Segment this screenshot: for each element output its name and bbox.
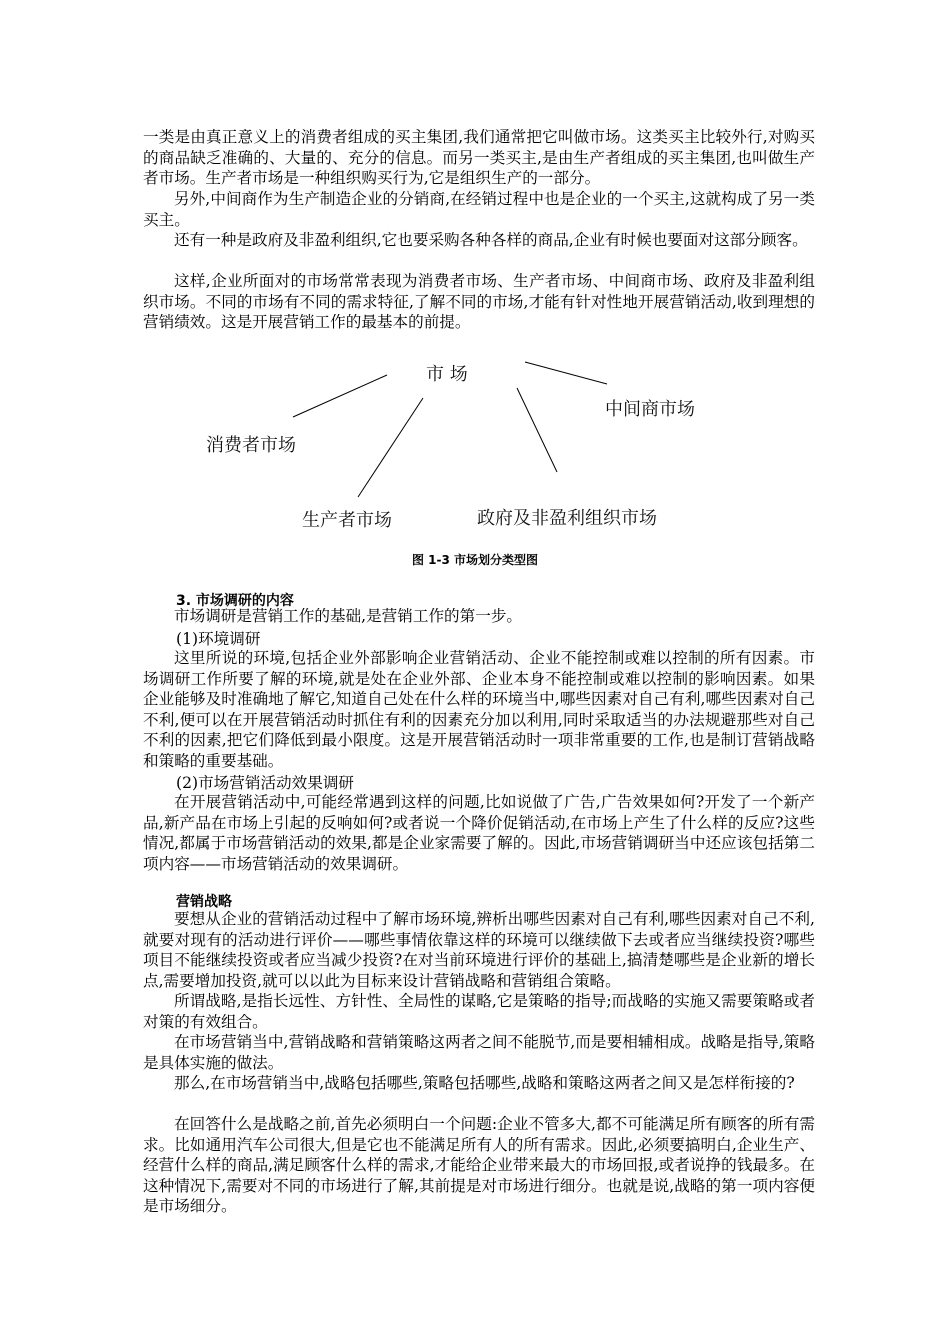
- connector-consumer: [293, 375, 387, 417]
- paragraph-effect: 在开展营销活动中,可能经常遇到这样的问题,比如说做了广告,广告效果如何?开发了一个新产品,新产品在市场上引起的反响如何?或者说一个降价促销活动,在市场上产生了什么样的反应?这些情况,都属于市场营销活动的效果,都是企业家需要了解的。因此,市场营销调研当中还应该包括第二项内容——市场营销活动的效果调研。: [143, 793, 815, 873]
- paragraph-buyer-groups: 一类是由真正意义上的消费者组成的买主集团,我们通常把它叫做市场。这类买主比较外行,对购买的商品缺乏准确的、大量的、充分的信息。而另一类买主,是由生产者组成的买主集团,也叫做生产者市场。生产者市场是一种组织购买行为,它是组织生产的一部分。: [143, 128, 815, 188]
- connector-government: [517, 388, 557, 472]
- paragraph-strategy-3: 在市场营销当中,营销战略和营销策略这两者之间不能脱节,而是要相辅相成。战略是指导,策略是具体实施的做法。: [143, 1033, 815, 1072]
- paragraph-strategy-1: 要想从企业的营销活动过程中了解市场环境,辨析出哪些因素对自己有利,哪些因素对自己不利,就要对现有的活动进行评价——哪些事情依靠这样的环境可以继续做下去或者应当继续投资?哪些项目不能继续投资或者应当减少投资?在对当前环境进行评价的基础上,搞清楚哪些是企业新的增长点,需要增加投资,就可以以此为目标来设计营销战略和营销组合策略。: [143, 910, 815, 990]
- section-heading-research: 3. 市场调研的内容: [176, 593, 294, 609]
- connector-producer: [358, 398, 423, 497]
- paragraph-strategy-4: 那么,在市场营销当中,战略包括哪些,策略包括哪些,战略和策略这两者之间又是怎样衔接的?: [174, 1074, 795, 1092]
- paragraph-government: 还有一种是政府及非盈利组织,它也要采购各种各样的商品,企业有时候也要面对这部分顾客。: [174, 231, 808, 249]
- middleman-market-label: 中间商市场: [605, 399, 695, 420]
- connector-middleman: [525, 362, 607, 384]
- paragraph-middleman: 另外,中间商作为生产制造企业的分销商,在经销过程中也是企业的一个买主,这就构成了另一类买主。: [143, 190, 815, 229]
- paragraph-research-intro: 市场调研是营销工作的基础,是营销工作的第一步。: [174, 607, 523, 625]
- market-center-label: 市 场: [426, 364, 468, 385]
- market-division-diagram: [195, 350, 695, 535]
- figure-caption: 图 1-3 市场划分类型图: [411, 553, 539, 567]
- paragraph-strategy-5: 在回答什么是战略之前,首先必须明白一个问题:企业不管多大,都不可能满足所有顾客的所有需求。比如通用汽车公司很大,但是它也不能满足所有人的所有需求。因此,必须要搞明白,企业生产、经营什么样的商品,满足顾客什么样的需求,才能给企业带来最大的市场回报,或者说挣的钱最多。在这种情况下,需要对不同的市场进行了解,其前提是对市场进行细分。也就是说,战略的第一项内容便是市场细分。: [143, 1115, 815, 1216]
- subheading-environment: (1)环境调研: [176, 630, 261, 648]
- producer-market-label: 生产者市场: [302, 510, 392, 531]
- government-market-label: 政府及非盈利组织市场: [477, 508, 657, 529]
- paragraph-environment: 这里所说的环境,包括企业外部影响企业营销活动、企业不能控制或难以控制的所有因素。市场调研工作所要了解的环境,就是处在企业外部、企业本身不能控制或难以控制的影响因素。如果企业能够及时准确地了解它,知道自己处在什么样的环境当中,哪些因素对自己有利,哪些因素对自己不利,便可以在开展营销活动时抓住有利的因素充分加以利用,同时采取适当的办法规避那些对自己不利的因素,把它们降低到最小限度。这是开展营销活动时一项非常重要的工作,也是制订营销战略和策略的重要基础。: [143, 649, 815, 770]
- subheading-effect: (2)市场营销活动效果调研: [176, 774, 355, 792]
- section-heading-strategy: 营销战略: [176, 894, 232, 910]
- paragraph-market-types: 这样,企业所面对的市场常常表现为消费者市场、生产者市场、中间商市场、政府及非盈利组织市场。不同的市场有不同的需求特征,了解不同的市场,才能有针对性地开展营销活动,收到理想的营销绩效。这是开展营销工作的最基本的前提。: [143, 272, 815, 332]
- consumer-market-label: 消费者市场: [206, 435, 296, 456]
- paragraph-strategy-2: 所谓战略,是指长远性、方针性、全局性的谋略,它是策略的指导;而战略的实施又需要策略或者对策的有效组合。: [143, 992, 815, 1031]
